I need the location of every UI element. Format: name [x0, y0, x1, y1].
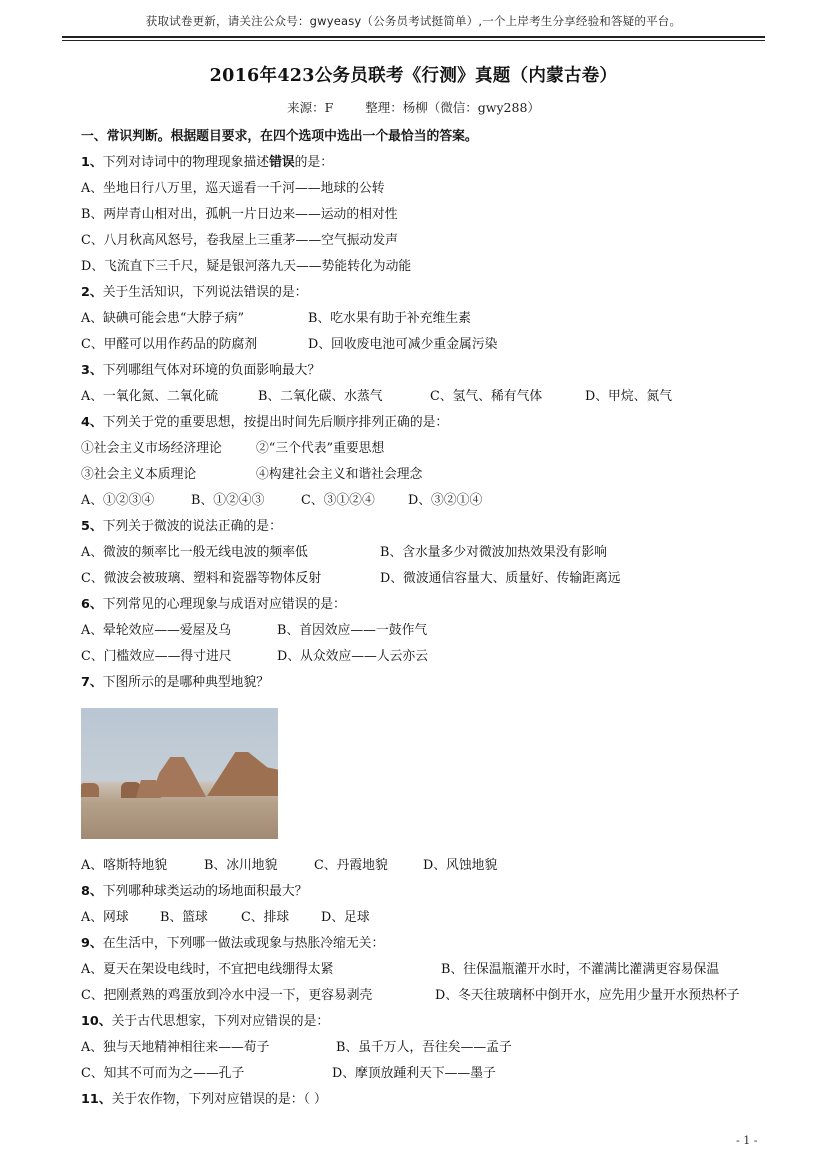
- question-2-option-d: D、回收废电池可减少重金属污染: [308, 337, 498, 352]
- question-7-option-c: C、丹霞地貌: [314, 858, 388, 873]
- question-8-option-b: B、篮球: [160, 910, 208, 925]
- question-9-stem: [81, 931, 801, 957]
- question-9-option-b: B、往保温瓶灌开水时，不灌满比灌满更容易保温: [441, 962, 720, 977]
- question-4-options: [81, 488, 801, 514]
- stem-text: 下列哪种球类运动的场地面积最大？: [102, 884, 308, 899]
- question-2-option-c: C、甲醛可以用作药品的防腐剂: [81, 337, 258, 352]
- question-5-options-row-2: [81, 566, 801, 592]
- question-1-option-a: A、坐地日行八万里，巡天遥看一千河——地球的公转: [81, 181, 385, 196]
- page-number: - 1 -: [736, 1134, 758, 1147]
- question-2-option-a: A、缺碘可能会患“大脖子病”: [81, 311, 245, 326]
- stem-text: 关于古代思想家，下列对应错误的是：: [111, 1014, 330, 1029]
- question-7-option-d: D、风蚀地貌: [423, 858, 498, 873]
- question-3-option-a: A、一氧化氮、二氧化硫: [81, 389, 219, 404]
- question-3-option-d: D、甲烷、氮气: [585, 389, 673, 404]
- landform-photo: [81, 708, 278, 839]
- question-9-options-row-2: [81, 983, 801, 1009]
- question-6-options-row-1: [81, 618, 801, 644]
- question-5-option-a: A、微波的频率比一般无线电波的频率低: [81, 545, 308, 560]
- question-7-options: [81, 853, 801, 879]
- question-4-item-4: ④构建社会主义和谐社会理念: [256, 467, 423, 482]
- question-4-option-d: D、③②①④: [408, 493, 483, 508]
- question-3-options: [81, 384, 801, 410]
- question-4-items-row-2: [81, 462, 801, 488]
- question-number: 10、: [81, 1014, 112, 1029]
- question-number: 11、: [81, 1092, 112, 1107]
- stem-text: 关于生活知识，下列说法错误的是：: [102, 285, 308, 300]
- question-8-option-c: C、排球: [241, 910, 290, 925]
- question-6-option-b: B、首因效应——一鼓作气: [277, 623, 428, 638]
- stem-text: 下列关于党的重要思想，按提出时间先后顺序排列正确的是：: [102, 415, 449, 430]
- question-7-option-a: A、喀斯特地貌: [81, 858, 168, 873]
- editor-label: 整理：杨柳（微信：gwy288）: [365, 100, 540, 115]
- question-5-options-row-1: [81, 540, 801, 566]
- question-7-stem: [81, 670, 801, 696]
- question-3-option-b: B、二氧化碳、水蒸气: [258, 389, 383, 404]
- stem-text: 下列对诗词中的物理现象描述: [102, 155, 270, 170]
- stem-text: 在生活中，下列哪一做法或现象与热胀冷缩无关：: [102, 936, 385, 951]
- header-divider: [62, 36, 765, 41]
- question-6-option-d: D、从众效应——人云亦云: [277, 649, 429, 664]
- question-10-stem: [81, 1009, 801, 1035]
- question-5-option-b: B、含水量多少对微波加热效果没有影响: [380, 545, 607, 560]
- question-1-option-d: D、飞流直下三千尺，疑是银河落九天——势能转化为动能: [81, 259, 412, 274]
- source-label: 来源：F: [287, 100, 334, 115]
- question-6-options-row-2: [81, 644, 801, 670]
- question-10-option-c: C、知其不可而为之——孔子: [81, 1066, 245, 1081]
- question-4-option-a: A、①②③④: [81, 493, 155, 508]
- question-number: 3、: [81, 363, 103, 378]
- question-number: 7、: [81, 675, 103, 690]
- question-number: 5、: [81, 519, 103, 534]
- question-6-stem: [81, 592, 801, 618]
- question-4-option-c: C、③①②④: [301, 493, 375, 508]
- question-10-option-a: A、独与天地精神相往来——荀子: [81, 1040, 270, 1055]
- question-6-option-c: C、门槛效应——得寸进尺: [81, 649, 232, 664]
- question-4-stem: [81, 410, 801, 436]
- question-2-stem: [81, 280, 801, 306]
- section-heading: 一、常识判断。根据题目要求，在四个选项中选出一个最恰当的答案。: [81, 129, 478, 144]
- question-7-option-b: B、冰川地貌: [204, 858, 278, 873]
- stem-text: 下列常见的心理现象与成语对应错误的是：: [102, 597, 346, 612]
- question-9-option-c: C、把刚煮熟的鸡蛋放到冷水中浸一下，更容易剥壳: [81, 988, 373, 1003]
- stem-text: 下图所示的是哪种典型地貌？: [102, 675, 270, 690]
- question-1-option-c: C、八月秋高风怒号，卷我屋上三重茅——空气振动发声: [81, 233, 398, 248]
- question-5-option-d: D、微波通信容量大、质量好、传输距离远: [380, 571, 621, 586]
- question-8-option-a: A、网球: [81, 910, 129, 925]
- question-10-option-b: B、虽千万人，吾往矣——孟子: [336, 1040, 512, 1055]
- header-notice: 获取试卷更新，请关注公众号：gwyeasy（公务员考试挺简单）,一个上岸考生分享经验和答疑的平台。: [145, 14, 682, 28]
- question-number: 6、: [81, 597, 103, 612]
- question-1-option-b: B、两岸青山相对出，孤帆一片日边来——运动的相对性: [81, 207, 398, 222]
- question-11-stem: [81, 1087, 801, 1113]
- stem-text: 下列哪组气体对环境的负面影响最大？: [102, 363, 321, 378]
- document-title: 2016年423公务员联考《行测》真题（内蒙古卷）: [209, 66, 618, 86]
- question-3-stem: [81, 358, 801, 384]
- question-5-option-c: C、微波会被玻璃、塑料和瓷器等物体反射: [81, 571, 322, 586]
- question-4-item-3: ③社会主义本质理论: [81, 467, 197, 482]
- document-subtitle: [0, 98, 827, 116]
- question-number: 4、: [81, 415, 103, 430]
- question-2-options-row-2: [81, 332, 801, 358]
- question-number: 9、: [81, 936, 103, 951]
- question-10-option-d: D、摩顶放踵利天下——墨子: [332, 1066, 496, 1081]
- question-8-options: [81, 905, 801, 931]
- question-10-options-row-2: [81, 1061, 801, 1087]
- question-8-stem: [81, 879, 801, 905]
- question-number: 8、: [81, 884, 103, 899]
- stem-text: 的是：: [294, 155, 334, 170]
- stem-text: 下列关于微波的说法正确的是：: [102, 519, 282, 534]
- question-4-items-row-1: [81, 436, 801, 462]
- question-9-option-d: D、冬天往玻璃杯中倒开水，应先用少量开水预热杯子: [435, 988, 740, 1003]
- question-4-item-1: ①社会主义市场经济理论: [81, 441, 222, 456]
- question-4-item-2: ②“三个代表”重要思想: [256, 441, 385, 456]
- question-number: 2、: [81, 285, 103, 300]
- question-9-option-a: A、夏天在架设电线时，不宜把电线绷得太紧: [81, 962, 334, 977]
- question-5-stem: [81, 514, 801, 540]
- question-8-option-d: D、足球: [321, 910, 370, 925]
- stem-text: 关于农作物，下列对应错误的是：（ ）: [111, 1092, 327, 1107]
- question-6-option-a: A、晕轮效应——爱屋及乌: [81, 623, 232, 638]
- question-number: 1、: [81, 155, 103, 170]
- exam-content: [81, 124, 801, 1113]
- question-2-options-row-1: [81, 306, 801, 332]
- question-9-options-row-1: [81, 957, 801, 983]
- question-4-option-b: B、①②④③: [191, 493, 265, 508]
- question-3-option-c: C、氢气、稀有气体: [430, 389, 543, 404]
- stem-emphasis: 错误: [269, 155, 295, 170]
- question-1-stem: [81, 150, 801, 176]
- question-10-options-row-1: [81, 1035, 801, 1061]
- question-2-option-b: B、吃水果有助于补充维生素: [308, 311, 471, 326]
